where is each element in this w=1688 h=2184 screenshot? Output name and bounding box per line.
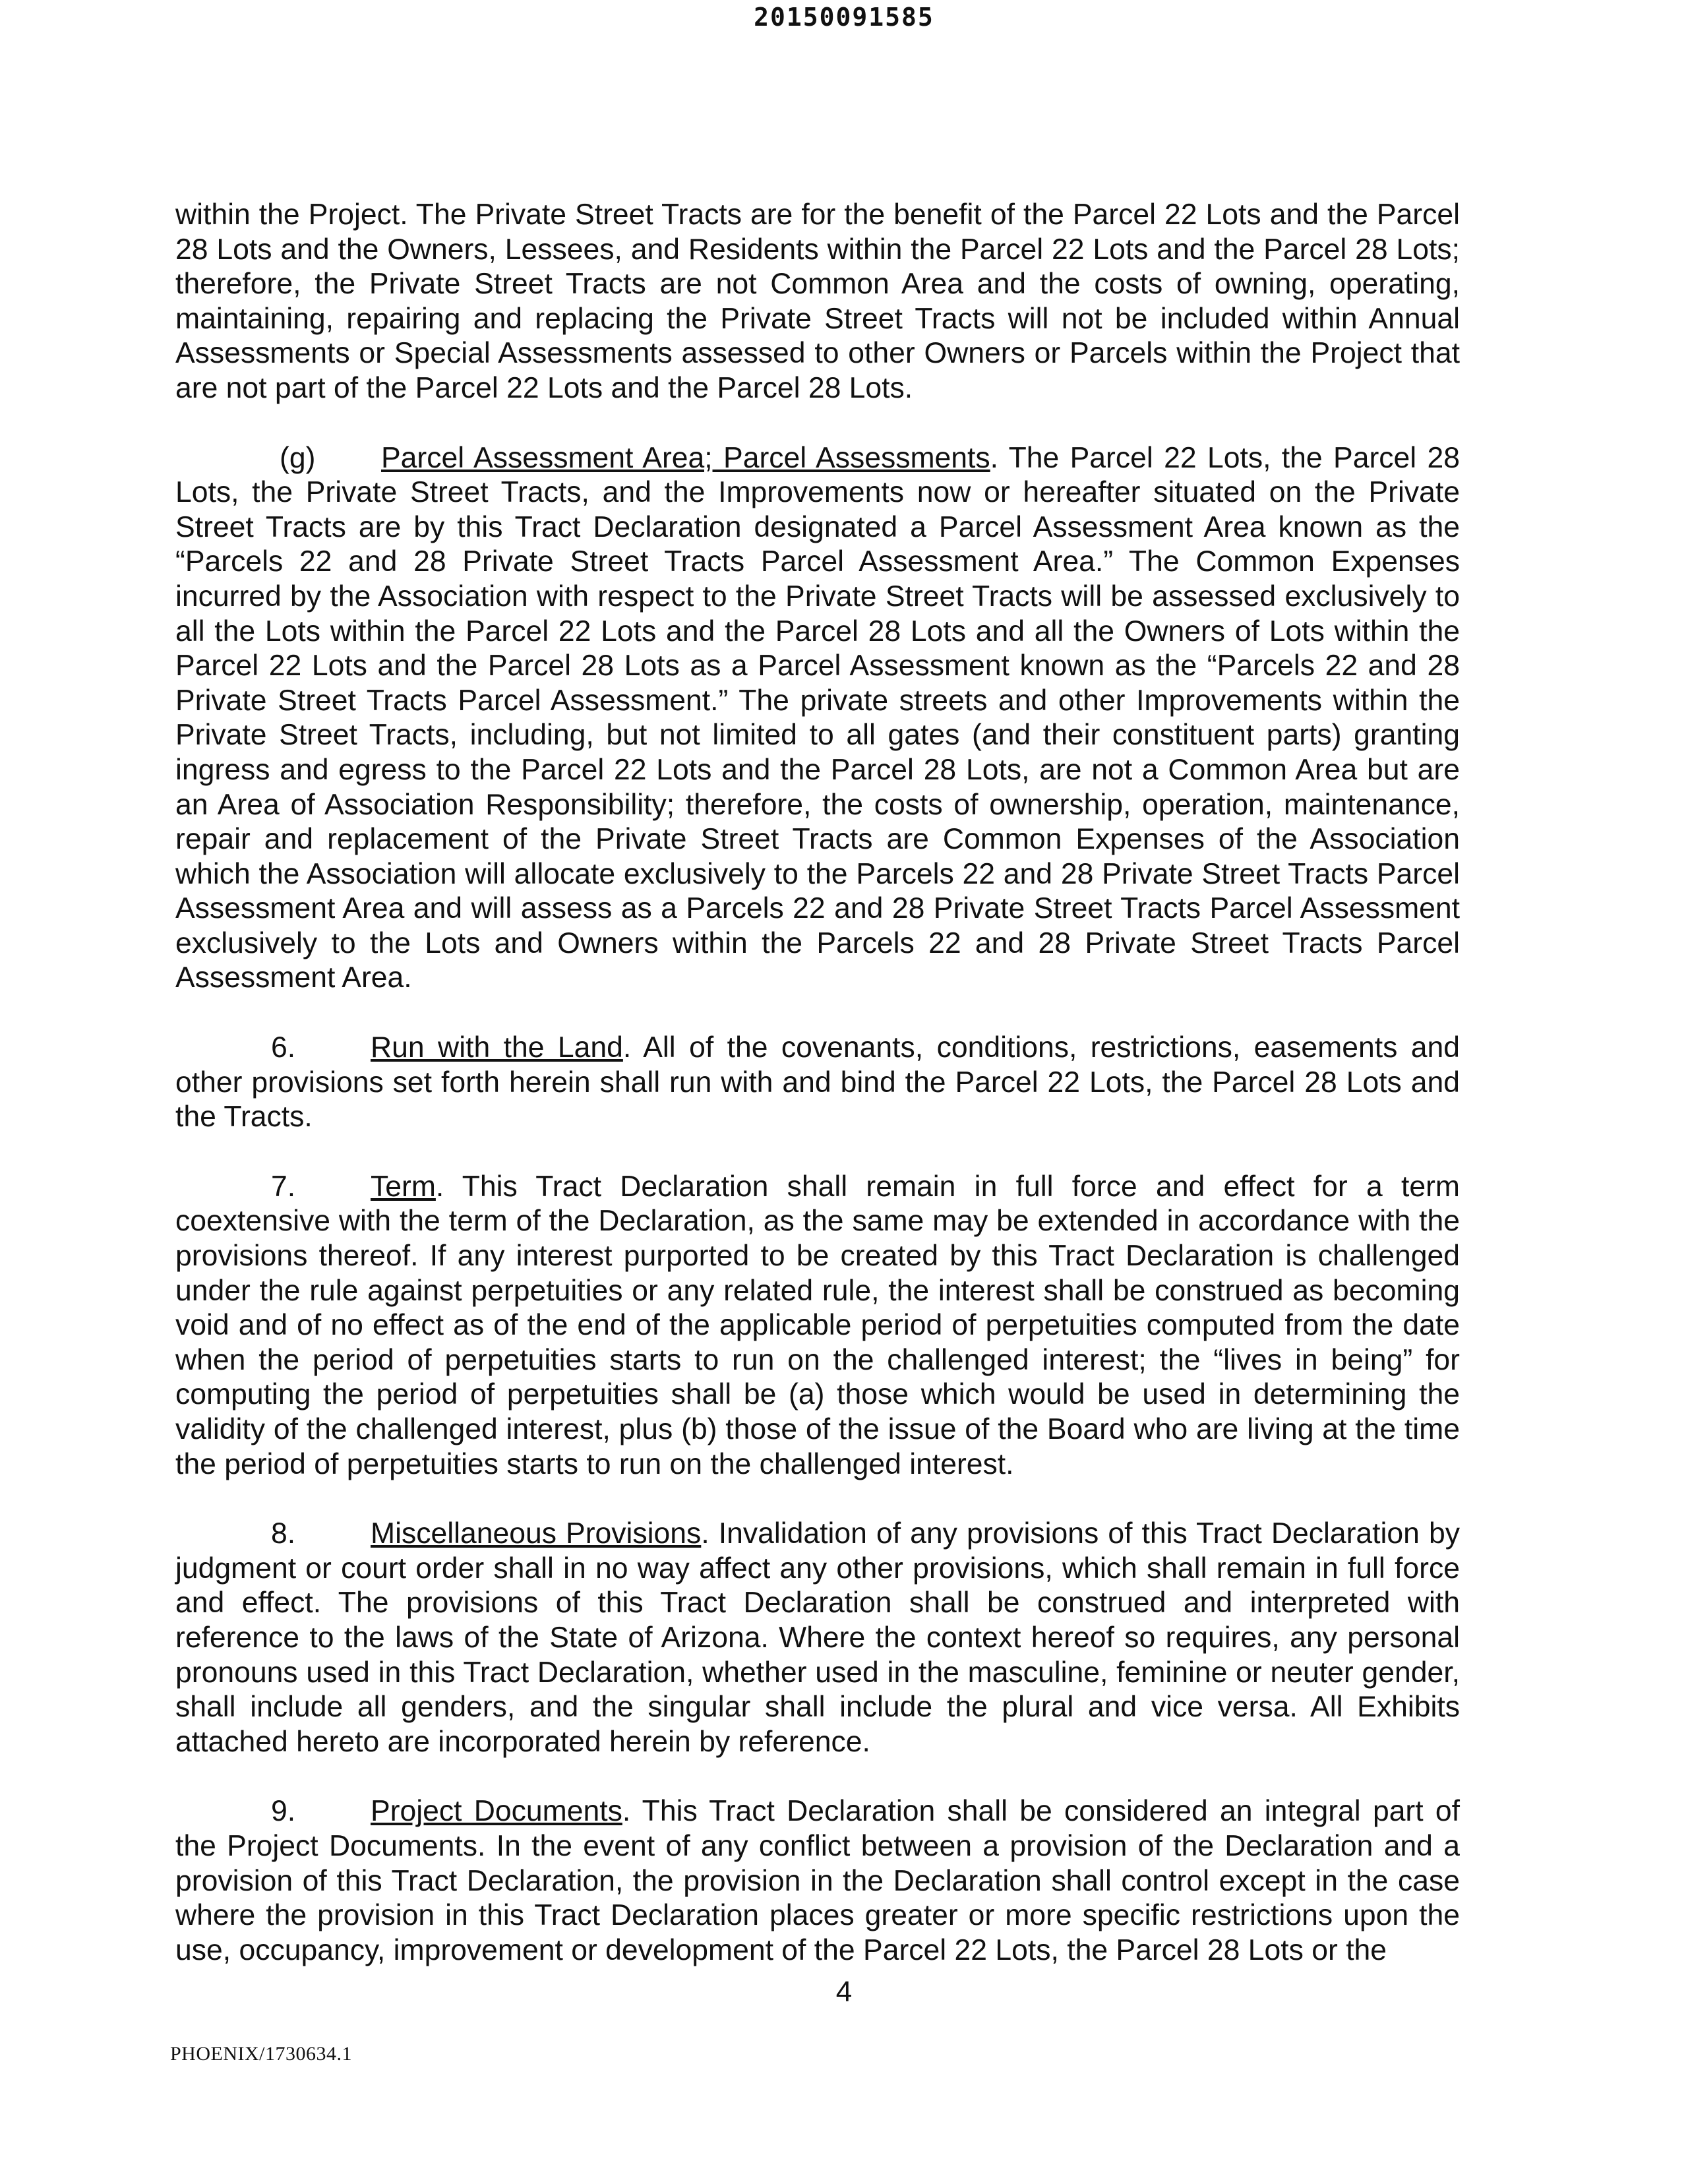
continuation-paragraph (175, 198, 1460, 406)
paragraph-text: . This Tract Declaration shall remain in full force and effect for a term coextensive with the term of the Declaration, as the same may be extended in accordance with the provisions thereof. If any interest purported to be created by this Tract Declaration is challenged under the rule against perpetuities or any related rule, the interest shall be construed as becoming void and of no effect as of the end of the applicable period of perpetuities computed from the date when the period of perpetuities starts to run on the challenged interest; the “lives in being” for computing the period of perpetuities shall be (a) those which would be used in determining the validity of the challenged interest, plus (b) those of the issue of the Board who are living at the time the period of perpetuities starts to run on the challenged interest. (175, 1170, 1460, 1480)
section-number: 6. (271, 1031, 296, 1064)
paragraph-text: . All of the covenants, conditions, restrictions, easements and other provisions set forth herein shall run with and bind the Parcel 22 Lots, the Parcel 28 Lots and the Tracts. (175, 1031, 1461, 1134)
section-heading: Run with the Land (371, 1031, 623, 1064)
section-heading: Miscellaneous Provisions (371, 1517, 702, 1550)
section-number: (g) (280, 441, 316, 474)
section-6-paragraph (175, 1031, 1460, 1135)
paragraph-text: . The Parcel 22 Lots, the Parcel 28 Lots, the Private Street Tracts, and the Improvements now or hereafter situated on the Private Street Tracts are by this Tract Declaration designated a Parcel Assessment Area known as the “Parcels 22 and 28 Private Street Tracts Parcel Assessment Area.” The Common Expenses incurred by the Association with respect to the Private Street Tracts will be assessed exclusively to all the Lots within the Parcel 22 Lots and the Parcel 28 Lots and all the Owners of Lots within the Parcel 22 Lots and the Parcel 28 Lots as a Parcel Assessment known as the “Parcels 22 and 28 Private Street Tracts Parcel Assessment.” The private streets and other Improvements within the Private Street Tracts, including, but not limited to all gates (and their constituent parts) granting ingress and egress to the Parcel 22 Lots and the Parcel 28 Lots, are not a Common Area but are an Area of Association Responsibility; therefore, the costs of ownership, operation, maintenance, repair and replacement of the Private Street Tracts are Common Expenses of the Association which the Association will allocate exclusively to the Parcels 22 and 28 Private Street Tracts Parcel Assessment Area and will assess as a Parcels 22 and 28 Private Street Tracts Parcel Assessment exclusively to the Lots and Owners within the Parcels 22 and 28 Private Street Tracts Parcel Assessment Area. (175, 441, 1461, 994)
page-number: 4 (835, 1976, 853, 2008)
paragraph-text: . This Tract Declaration shall be considered an integral part of the Project Documents. In the event of any conflict between a provision of the Declaration and a provision of this Tract Declaration, the provision in the Declaration shall control except in the case where the provision in this Tract Declaration places greater or more specific restrictions upon the use, occupancy, improvement or development of the Parcel 22 Lots, the Parcel 28 Lots or the (175, 1795, 1460, 1966)
document-body (175, 198, 1460, 1968)
recording-number: 20150091585 (754, 3, 934, 32)
section-heading: Project Documents (371, 1795, 622, 1828)
section-8-paragraph (175, 1517, 1460, 1759)
section-g-paragraph (175, 441, 1460, 996)
paragraph-text: within the Project. The Private Street Tracts are for the benefit of the Parcel 22 Lots and the Parcel 28 Lots and the Owners, Lessees, and Residents within the Parcel 22 Lots and the Parcel 28 Lots; therefore, the Private Street Tracts are not Common Area and the costs of owning, operating, maintaining, repairing and replacing the Private Street Tracts will not be included within Annual Assessments or Special Assessments assessed to other Owners or Parcels within the Project that are not part of the Parcel 22 Lots and the Parcel 28 Lots. (175, 198, 1460, 404)
section-heading: Parcel Assessment Area; Parcel Assessments (381, 441, 990, 474)
document-id: PHOENIX/1730634.1 (170, 2043, 352, 2065)
section-number: 8. (271, 1517, 296, 1550)
section-number: 7. (271, 1170, 296, 1203)
paragraph-text: . Invalidation of any provisions of this Tract Declaration by judgment or court order shall in no way affect any other provisions, which shall remain in full force and effect. The provisions of this Tract Declaration shall be construed and interpreted with reference to the laws of the State of Arizona. Where the context hereof so requires, any personal pronouns used in this Tract Declaration, whether used in the masculine, feminine or neuter gender, shall include all genders, and the singular shall include the plural and vice versa. All Exhibits attached hereto are incorporated herein by reference. (175, 1517, 1460, 1758)
section-number: 9. (271, 1795, 296, 1828)
section-9-paragraph (175, 1794, 1460, 1968)
section-heading: Term (371, 1170, 436, 1203)
section-7-paragraph (175, 1170, 1460, 1482)
